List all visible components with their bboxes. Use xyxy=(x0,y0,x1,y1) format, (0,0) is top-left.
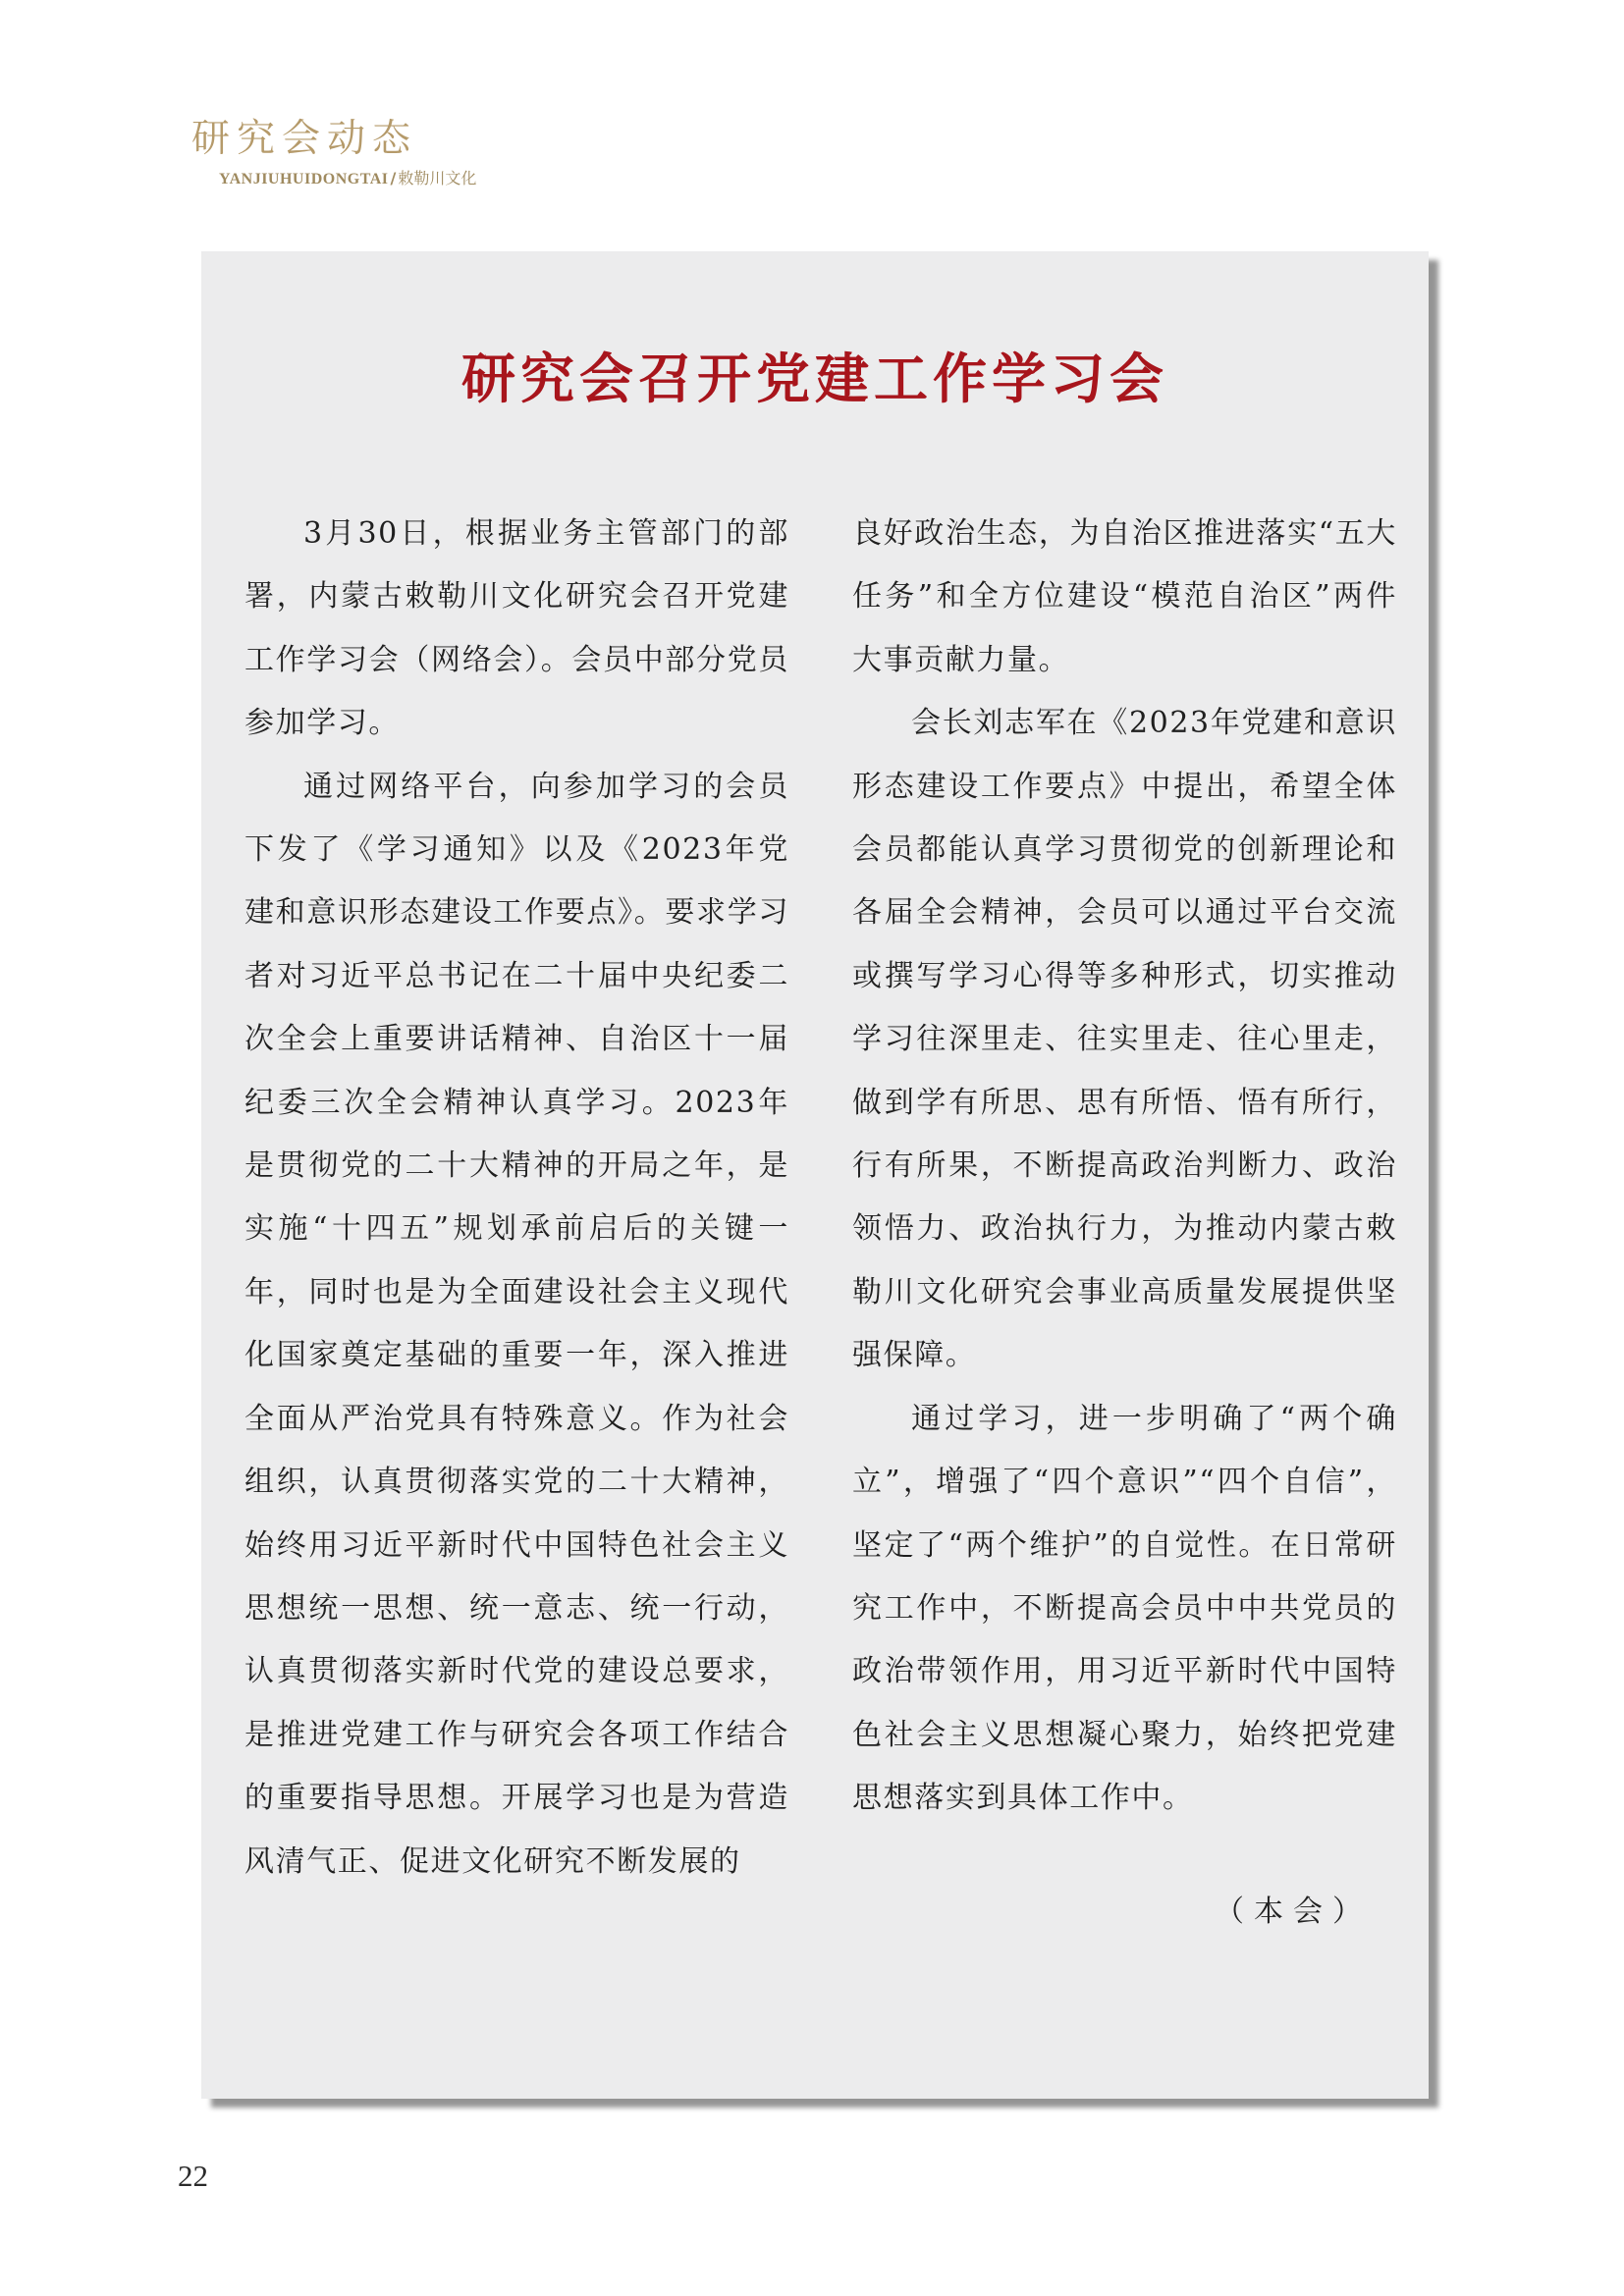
section-title: 研究会动态 xyxy=(191,117,418,161)
section-subtitle-cn: 敕勒川文化 xyxy=(398,169,477,187)
section-header xyxy=(191,116,477,187)
paragraph: 会长刘志军在《2023年党建和意识形态建设工作要点》中提出，希望全体会员都能认真学习贯彻党的创新理论和各届全会精神，会员可以通过平台交流或撰写学习心得等多种形式，切实推动学习往深里走、往实里走、往心里走，做到学有所思、思有所悟、悟有所行，行有所果，不断提高政治判断力、政治领悟力、政治执行力，为推动内蒙古敕勒川文化研究会事业高质量发展提供坚强保障。 xyxy=(852,706,1397,1373)
paragraph: 3月30日，根据业务主管部门的部署，内蒙古敕勒川文化研究会召开党建工作学习会（网络会）。会员中部分党员参加学习。 xyxy=(244,516,789,741)
paragraph: 通过学习，进一步明确了“两个确立”，增强了“四个意识”“四个自信”，坚定了“两个维护”的自觉性。在日常研究工作中，不断提高会员中中共党员的政治带领作用，用习近平新时代中国特色社会主义思想凝心聚力，始终把党建思想落实到具体工作中。 xyxy=(852,1401,1397,1816)
section-subtitle xyxy=(219,169,476,189)
paragraph: 通过网络平台，向参加学习的会员下发了《学习通知》以及《2023年党建和意识形态建设工作要点》。要求学习者对习近平总书记在二十届中央纪委二次全会上重要讲话精神、自治区十一届纪委三次全会精神认真学习。2023年是贯彻党的二十大精神的开局之年，是实施“十四五”规划承前启后的关键一年，同时也是为全面建设社会主义现代化国家奠定基础的重要一年，深入推进全面从严治党具有特殊意义。作为社会组织，认真贯彻落实党的二十大精神，始终用习近平新时代中国特色社会主义思想统一思想、统一意志、统一行动，认真贯彻落实新时代党的建设总要求，是推进党建工作与研究会各项工作结合的重要指导思想。开展学习也是为营造风清气正、促进文化研究不断发展的 xyxy=(244,769,789,1879)
article-signature: （本会） xyxy=(1215,1895,1372,1929)
page-number: 22 xyxy=(178,2159,208,2193)
article-left-column xyxy=(244,503,789,1894)
article-title: 研究会召开党建工作学习会 xyxy=(460,347,1168,410)
section-subtitle-latin: YANJIUHUIDONGTAI xyxy=(219,171,389,187)
paragraph-continuation: 良好政治生态，为自治区推进落实“五大任务”和全方位建设“模范自治区”两件大事贡献力量。 xyxy=(852,516,1397,677)
article-panel xyxy=(201,251,1429,2099)
section-subtitle-separator: / xyxy=(390,169,397,187)
article-right-column xyxy=(852,503,1397,1831)
